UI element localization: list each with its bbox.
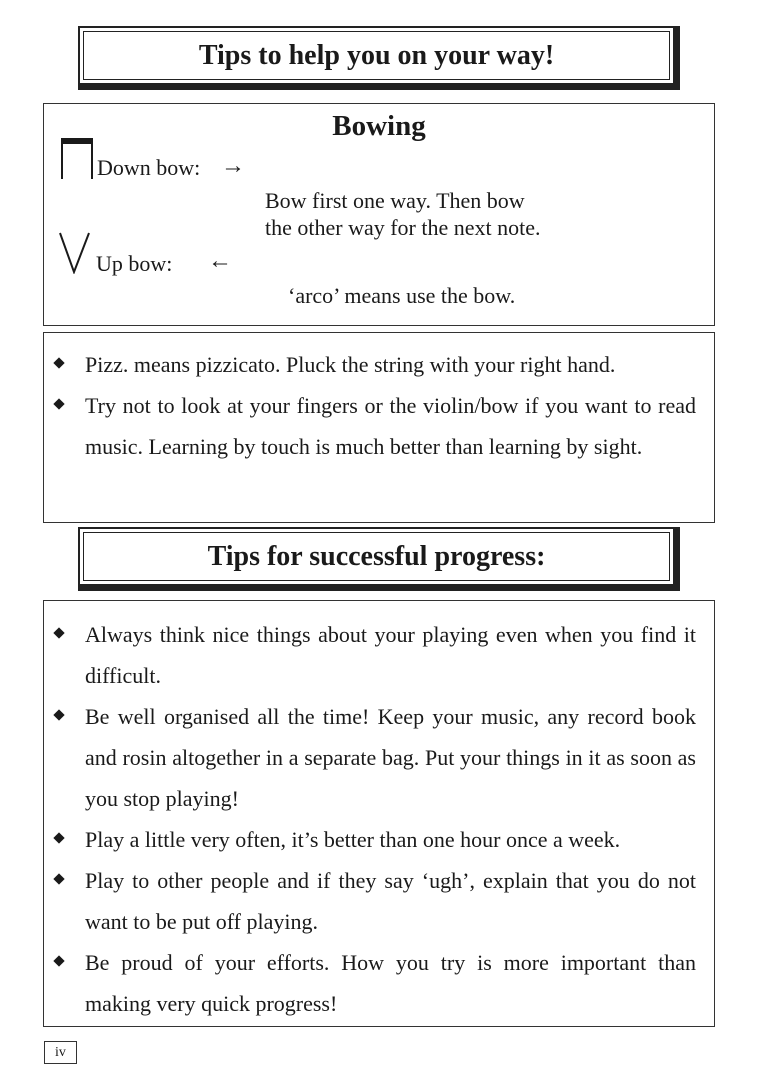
- bowing-instruction-line2: the other way for the next note.: [265, 215, 541, 240]
- diamond-bullet-icon: [53, 398, 64, 409]
- list-item: [52, 344, 696, 385]
- left-arrow-icon: ←: [208, 248, 232, 274]
- progress-header-title: Tips for successful progress:: [83, 532, 670, 581]
- list-item: [52, 942, 696, 1024]
- diamond-bullet-icon: [53, 709, 64, 720]
- list-item-text: Play to other people and if they say ‘ugh’, explain that you do not want to be put off playing.: [85, 868, 696, 934]
- down-bow-icon: [60, 137, 94, 179]
- down-bow-label: Down bow:: [97, 155, 201, 180]
- list-item: [52, 385, 696, 467]
- progress-tips-list: [52, 614, 696, 1024]
- bowing-box: [43, 103, 715, 326]
- right-arrow-icon: →: [221, 153, 245, 179]
- progress-header-banner: [78, 527, 680, 591]
- diamond-bullet-icon: [53, 832, 64, 843]
- list-item: [52, 696, 696, 819]
- list-item-text: Try not to look at your fingers or the violin/bow if you want to read music. Learning by touch is much better than learning by sight.: [85, 393, 696, 459]
- diamond-bullet-icon: [53, 627, 64, 638]
- bowing-instruction-line1: Bow first one way. Then bow: [265, 188, 525, 213]
- list-item-text: Be proud of your efforts. How you try is more important than making very quick progress!: [85, 950, 696, 1016]
- page-number: iv: [44, 1041, 77, 1064]
- arco-note: ‘arco’ means use the bow.: [288, 283, 516, 308]
- progress-tips-box: [43, 600, 715, 1027]
- diamond-bullet-icon: [53, 955, 64, 966]
- up-bow-label: Up bow:: [96, 251, 173, 276]
- tips-header-title: Tips to help you on your way!: [83, 31, 670, 80]
- list-item: [52, 614, 696, 696]
- tips-list: [52, 344, 696, 467]
- tips-header-banner: [78, 26, 680, 90]
- up-bow-icon: [58, 232, 92, 274]
- list-item: [52, 819, 696, 860]
- list-item-text: Always think nice things about your playing even when you find it difficult.: [85, 622, 696, 688]
- list-item-text: Pizz. means pizzicato. Pluck the string with your right hand.: [85, 352, 616, 377]
- tips-box: [43, 332, 715, 523]
- diamond-bullet-icon: [53, 873, 64, 884]
- list-item-text: Be well organised all the time! Keep your music, any record book and rosin altogether in a separate bag. Put your things in it as soon as you stop playing!: [85, 704, 696, 811]
- bowing-title: Bowing: [332, 110, 426, 142]
- list-item-text: Play a little very often, it’s better than one hour once a week.: [85, 827, 621, 852]
- list-item: [52, 860, 696, 942]
- diamond-bullet-icon: [53, 357, 64, 368]
